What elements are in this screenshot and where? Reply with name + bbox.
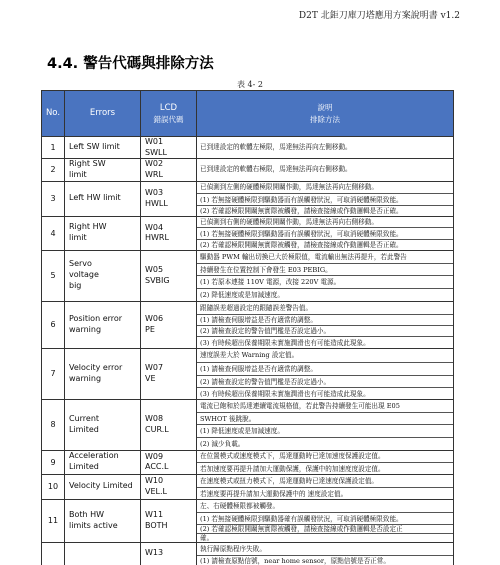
table-row — [42, 399, 454, 450]
lcd-code-cell — [141, 348, 197, 399]
description-line: 確。 — [197, 533, 453, 542]
error-name-line: Limited — [69, 462, 99, 472]
table-row — [42, 250, 454, 301]
description-cell — [197, 542, 454, 565]
error-name-cell — [65, 399, 141, 450]
lcd-code-line: HWRL — [145, 233, 169, 243]
error-name-cell — [65, 474, 141, 499]
description-line: 在速度模式或扭力模式下，馬達運動時已達速度保護設定值。 — [200, 476, 379, 485]
table-row — [42, 301, 454, 348]
error-name-line: Left SW limit — [69, 142, 120, 152]
description-cell — [197, 301, 454, 348]
lcd-code-cell — [141, 542, 197, 565]
error-name-line: voltage — [69, 270, 99, 280]
error-name-cell — [65, 250, 141, 301]
header-lcd — [141, 91, 197, 137]
header-errors: Errors — [65, 91, 141, 137]
section-number: 4.4. — [47, 56, 79, 72]
description-line: (1) 請檢查伺服增益是否有適當的調整。 — [197, 314, 453, 325]
description-line: (1) 降低速度或是加減速度。 — [197, 424, 453, 437]
lcd-code-cell — [141, 399, 197, 450]
description-line: (1) 請檢查原點信號，near home sensor，原點信號是否正常。 — [197, 555, 453, 565]
description-line: 若速度要再提升請加大運動保護中的 速度設定值。 — [197, 487, 453, 499]
lcd-code-cell — [141, 499, 197, 542]
error-name-line: Right HW — [69, 222, 107, 232]
description-line: 跟隨誤差超過設定的跟隨誤差警告值。 — [200, 303, 313, 312]
lcd-code-cell — [141, 137, 197, 159]
description-cell — [197, 159, 454, 182]
lcd-code-line: SVBIG — [145, 275, 170, 285]
description-line: 已到達設定的軟體左極限，馬達無法再向左側移動。 — [200, 143, 352, 151]
lcd-code-line: W05 — [145, 265, 164, 275]
header-desc-line2: 排除方法 — [310, 114, 340, 124]
description-cell — [197, 137, 454, 159]
error-name-cell — [65, 216, 141, 250]
description-cell — [197, 181, 454, 216]
header-description — [197, 91, 454, 137]
row-number: 2 — [42, 159, 65, 182]
error-name-cell — [65, 137, 141, 159]
description-line: SWHOT 後跳脫。 — [197, 412, 453, 424]
error-name-line: Limited — [69, 424, 99, 434]
lcd-code-line: BOTH — [145, 520, 168, 530]
table-header-row — [42, 91, 454, 137]
error-name-cell — [65, 450, 141, 474]
description-line: (2) 若確認極限開關無實際被觸發，請檢查接線或作動邏輯是否設定正 — [197, 524, 453, 533]
lcd-code-cell — [141, 474, 197, 499]
error-name-cell — [65, 181, 141, 216]
lcd-code-cell — [141, 181, 197, 216]
lcd-code-line: CUR.L — [145, 424, 169, 434]
header-desc-line1: 說明 — [317, 103, 333, 113]
lcd-code-line: SWLL — [145, 147, 167, 157]
lcd-code-line: W03 — [145, 188, 164, 198]
description-cell — [197, 348, 454, 399]
description-line: 若加速度要再提升請加大運動保護，保護中的加速度度設定值。 — [197, 462, 453, 474]
lcd-code-cell — [141, 301, 197, 348]
lcd-code-line: HWLL — [145, 198, 168, 208]
row-number: 4 — [42, 216, 65, 250]
lcd-code-line: W01 — [145, 137, 164, 147]
row-number: 1 — [42, 137, 65, 159]
table-row — [42, 542, 454, 565]
description-line: (1) 請檢查伺服增益是否有適當的調整。 — [197, 362, 453, 375]
table-row — [42, 159, 454, 182]
warning-codes-table — [41, 90, 454, 565]
lcd-code-line: VE — [145, 373, 156, 383]
description-line: 持續發生在位置控制下會發生 E03 PEBIG。 — [197, 263, 453, 275]
description-line: 執行歸原點程序失敗。 — [200, 544, 266, 553]
lcd-code-line: W04 — [145, 222, 164, 232]
lcd-code-line: W13 — [145, 548, 164, 558]
error-name-line: Both HW — [69, 509, 105, 519]
row-number: 6 — [42, 301, 65, 348]
description-cell — [197, 250, 454, 301]
page-header: D2T 北鉅刀庫刀塔應用方案說明書 v1.2 — [298, 11, 460, 21]
lcd-code-line: W02 — [145, 159, 164, 169]
description-line: 已到達設定的軟體右極限，馬達無法再向右側移動。 — [200, 165, 352, 174]
error-name-line: limit — [69, 169, 87, 179]
section-heading: 警告代碼與排除方法 — [83, 56, 214, 72]
description-cell — [197, 499, 454, 542]
description-line: 已偵測到左側的硬體極限開關作動，馬達無法再向左側移動。 — [200, 182, 379, 191]
error-name-line: warning — [69, 373, 102, 383]
lcd-code-line: W06 — [145, 314, 164, 324]
row-number: 5 — [42, 250, 65, 301]
description-line: 電流已飽和於馬達連續電流規格值，若此警告持續發生可能出現 E05 — [200, 401, 400, 410]
error-name-cell — [65, 348, 141, 399]
table-row — [42, 216, 454, 250]
table-row — [42, 474, 454, 499]
header-lcd-line2: 錯誤代碼 — [153, 115, 184, 125]
error-name-line: warning — [69, 324, 102, 334]
error-name-line: Velocity Limited — [69, 481, 133, 491]
error-name-line: Acceleration — [69, 451, 119, 461]
row-number — [42, 542, 65, 565]
description-cell — [197, 399, 454, 450]
description-cell — [197, 216, 454, 250]
row-number: 7 — [42, 348, 65, 399]
error-name-line: Current — [69, 413, 100, 423]
error-name-line: Position error — [69, 313, 123, 323]
error-name-cell — [65, 499, 141, 542]
description-line: (1) 若無接硬體極限到驅動器而有誤觸發狀況，可取消硬體極限致能。 — [197, 227, 453, 239]
lcd-code-cell — [141, 159, 197, 182]
description-line: (3) 有時候超出保養期限未實施潤滑也有可能造成此現象。 — [197, 387, 453, 399]
section-title — [47, 52, 214, 73]
error-name-line: Left HW limit — [69, 193, 121, 203]
row-number: 3 — [42, 181, 65, 216]
error-name-line: Velocity error — [69, 362, 123, 372]
lcd-code-cell — [141, 216, 197, 250]
description-line: 驅動器 PWM 輸出切換已大於極限值，電流輸出無法再提升，若此警告 — [200, 252, 407, 261]
error-name-cell — [65, 159, 141, 182]
description-line: (2) 請檢查設定的警告值門檻是否設定過小。 — [197, 325, 453, 336]
lcd-code-line: W11 — [145, 510, 164, 520]
description-cell — [197, 450, 454, 474]
description-cell — [197, 474, 454, 499]
error-name-line: Servo — [69, 259, 92, 269]
lcd-code-line: ACC.L — [145, 462, 169, 472]
description-line: (2) 若確認極限開關無實際被觸發，請檢查接線或作動邏輯是否正確。 — [197, 239, 453, 250]
description-line: (2) 請檢查設定的警告值門檻是否設定過小。 — [197, 375, 453, 387]
lcd-code-line: PE — [145, 324, 155, 334]
description-line: 已偵測到右側的硬體極限開關作動，馬達無法再向右側移動。 — [200, 217, 379, 226]
table-row — [42, 348, 454, 399]
lcd-code-line: W09 — [145, 451, 164, 461]
lcd-code-line: W10 — [145, 476, 164, 486]
header-lcd-line1: LCD — [159, 102, 178, 113]
error-name-cell — [65, 542, 141, 565]
lcd-code-line: W07 — [145, 363, 164, 373]
lcd-code-line: W08 — [145, 414, 164, 424]
table-row — [42, 181, 454, 216]
error-name-cell — [65, 301, 141, 348]
row-number: 11 — [42, 499, 65, 542]
description-line: 在位置模式或速度模式下，馬達運動時已達加速度保護設定值。 — [200, 451, 385, 460]
error-name-line: limits active — [69, 520, 118, 530]
description-line: (1) 若原本連接 110V 電源，改接 220V 電源。 — [197, 275, 453, 288]
description-line: (2) 減少負載。 — [197, 437, 453, 450]
lcd-code-line: WRL — [145, 169, 163, 179]
row-number: 10 — [42, 474, 65, 499]
error-name-line: Right SW — [69, 159, 106, 168]
table-row — [42, 137, 454, 159]
table-body — [42, 137, 454, 565]
description-line: (1) 若無接硬體極限到驅動器確有誤觸發狀況，可取消硬體極限致能。 — [197, 512, 453, 524]
table-caption: 表 4- 2 — [237, 80, 263, 89]
description-line: (2) 降低速度或是加減速度。 — [197, 288, 453, 301]
error-name-line: limit — [69, 233, 87, 243]
lcd-code-line: VEL.L — [145, 486, 167, 496]
description-line: 速度誤差大於 Warning 設定值。 — [200, 350, 299, 359]
header-no: No. — [42, 91, 65, 137]
table-row — [42, 499, 454, 542]
lcd-code-cell — [141, 250, 197, 301]
description-line: 左、右硬體極限都被觸發。 — [200, 501, 280, 510]
error-name-line: big — [69, 280, 82, 290]
lcd-code-cell — [141, 450, 197, 474]
row-number: 9 — [42, 450, 65, 474]
table-row — [42, 450, 454, 474]
description-line: (2) 若確認極限開關無實際被觸發，請檢查接線或作動邏輯是否正確。 — [197, 205, 453, 216]
description-line: (3) 有時候超出保養期限未實施潤滑也有可能造成此現象。 — [197, 336, 453, 348]
description-line: (1) 若無接硬體極限到驅動器而有誤觸發狀況，可取消硬體極限致能。 — [197, 193, 453, 205]
row-number: 8 — [42, 399, 65, 450]
